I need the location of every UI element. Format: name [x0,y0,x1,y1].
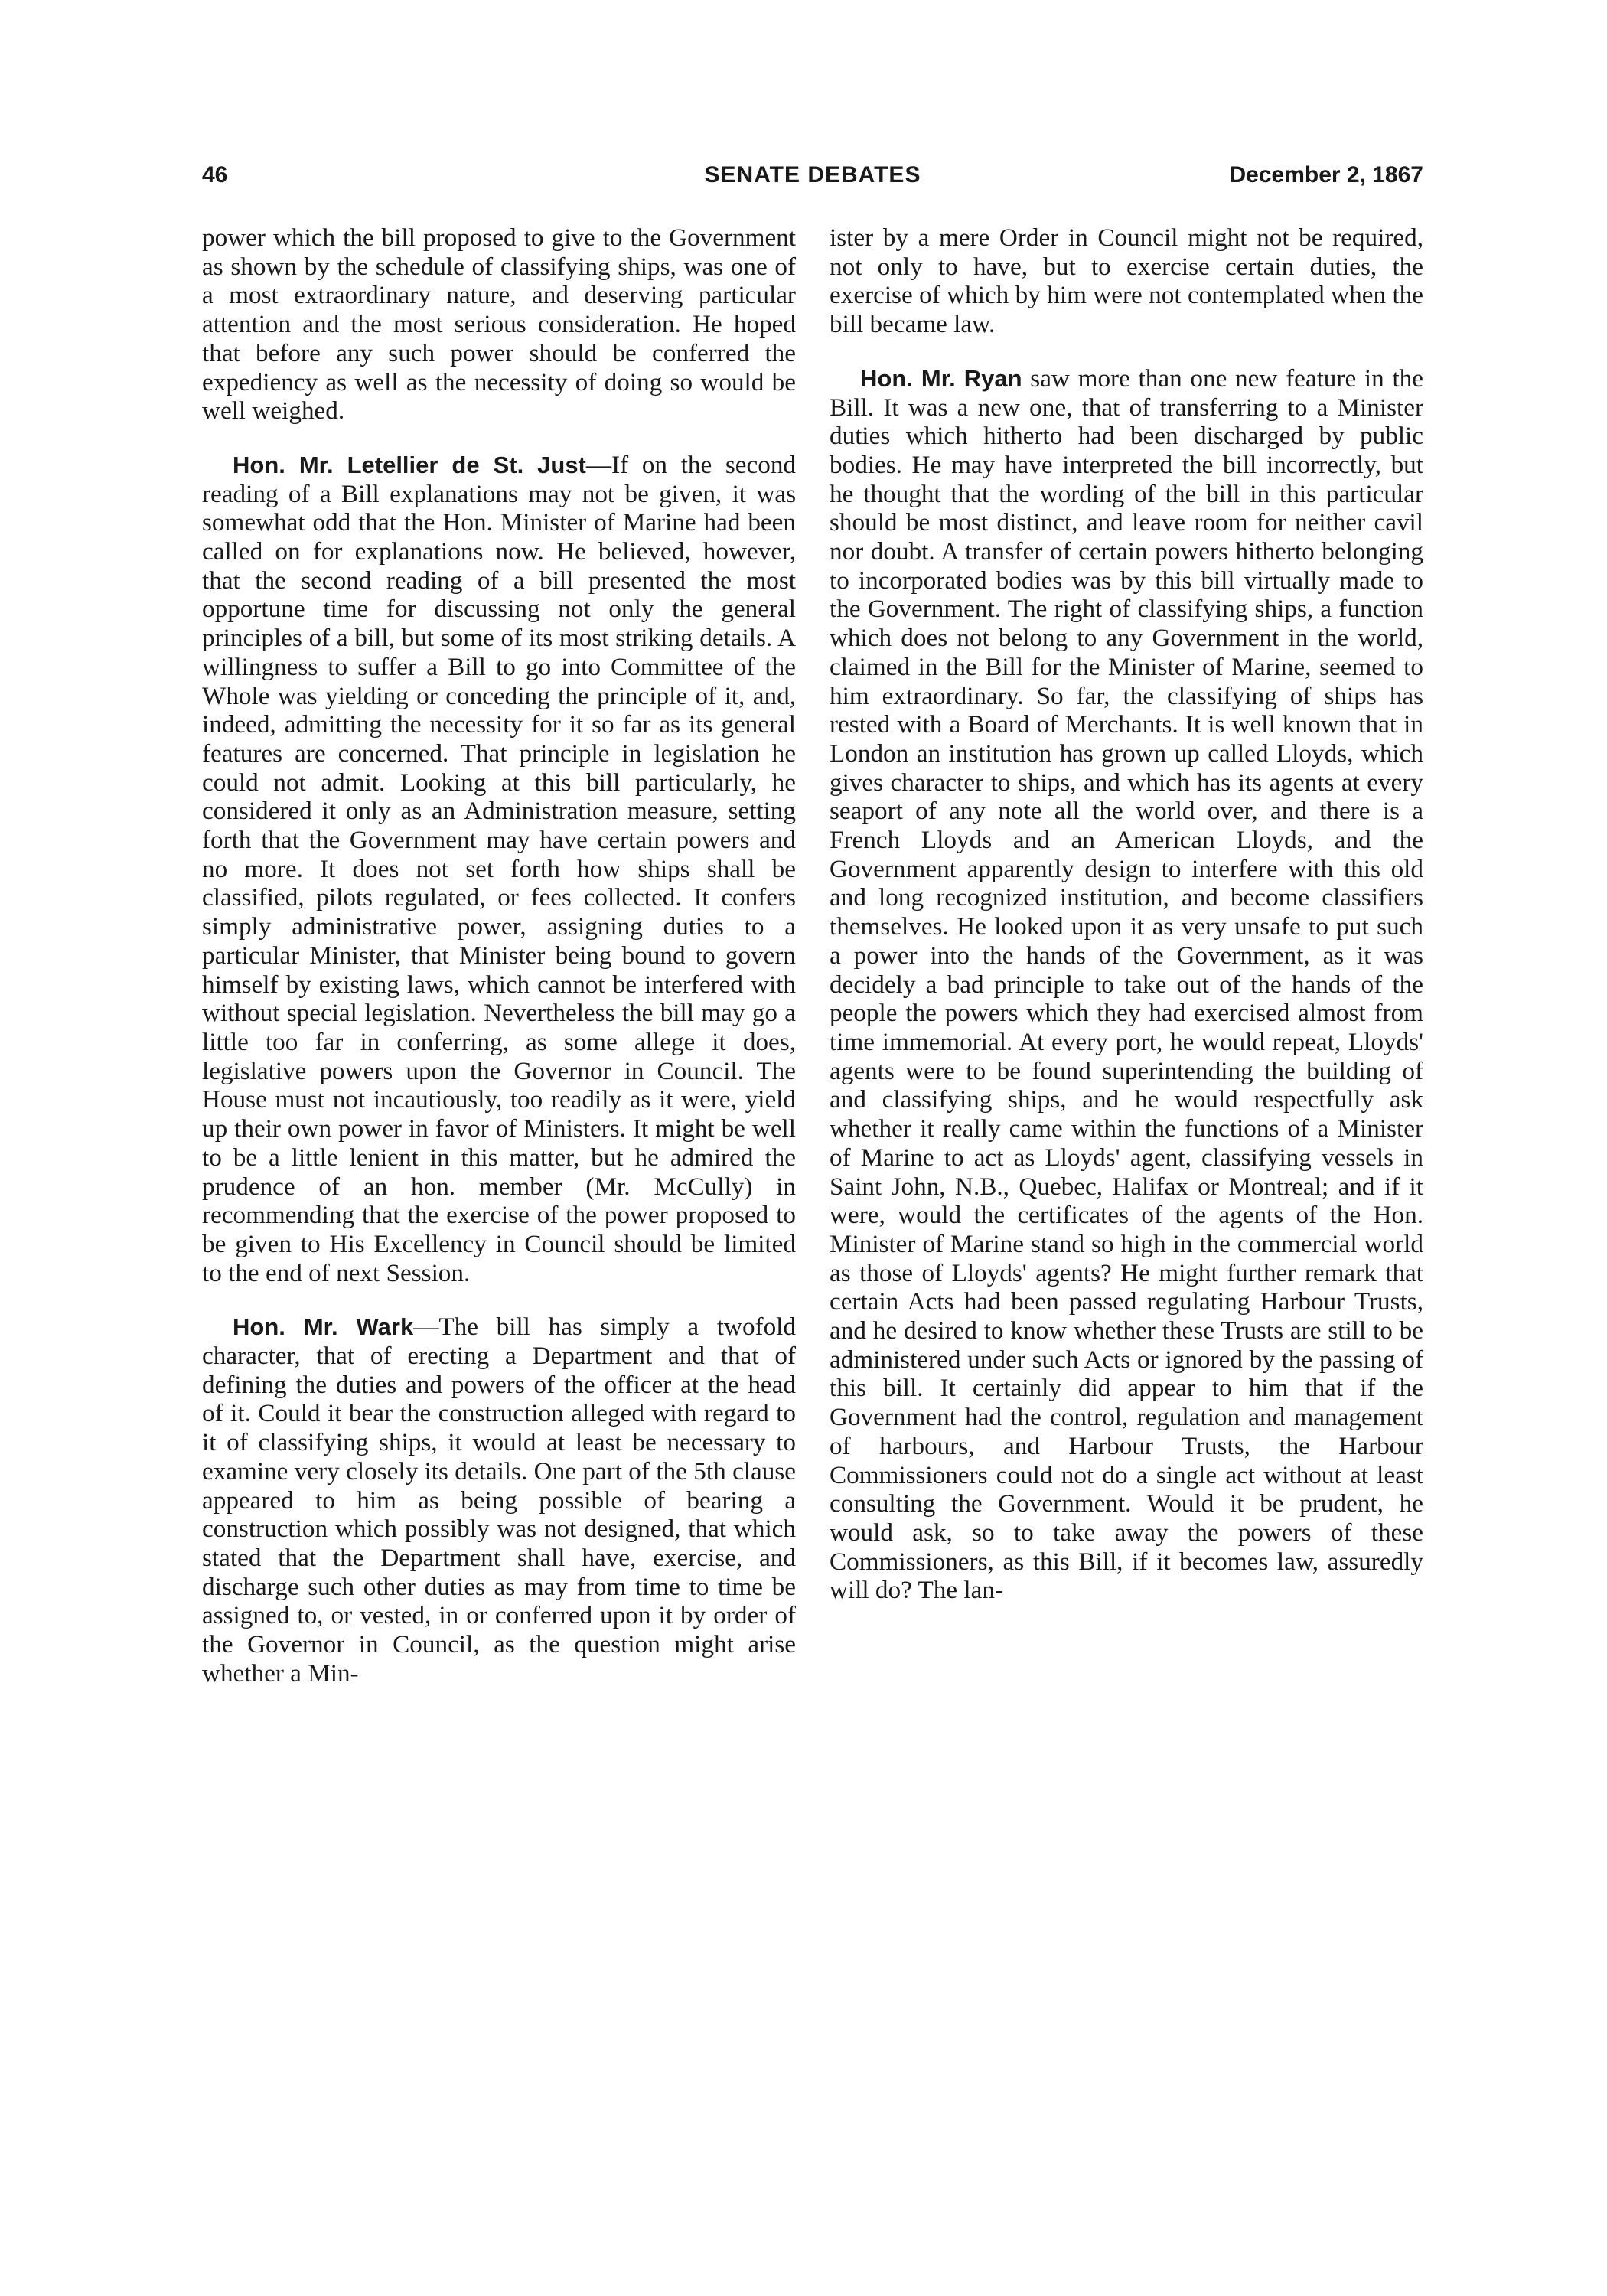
speaker-name: Hon. Mr. Ryan [860,364,1022,392]
right-paragraph-1: ister by a mere Order in Council might not be required, not only to have, but to exercise certain duties, the exercise of which by him were not contemplated when the bill became law. [830,223,1423,339]
page-date: December 2, 1867 [1229,162,1423,188]
page-title: SENATE DEBATES [704,162,921,188]
speech-text: —If on the second reading of a Bill explanations may not be given, it was somewhat odd that the Hon. Minister of Marine had been called on for explanations now. He believed, however, that the second reading of a bill presented the most opportune time for discussing not only the general principles of a bill, but some of its most striking details. A willingness to suffer a Bill to go into Committee of the Whole was yielding or conceding the principle of it, and, indeed, admitting the necessity for it so far as its general features are concerned. That principle in legislation he could not admit. Looking at this bill particularly, he considered it only as an Administration measure, setting forth that the Government may have certain powers and no more. It does not set forth how ships shall be classified, pilots regulated, or fees collected. It confers simply administrative power, assigning duties to a particular Minister, that Minister being bound to govern himself by existing laws, which cannot be interfered with without special legislation. Nevertheless the bill may go a little too far in conferring, as some allege it does, legislative powers upon the Governor in Council. The House must not incautiously, too readily as it were, yield up their own power in favor of Ministers. It might be well to be a little lenient in this matter, but he admired the prudence of an hon. member (Mr. McCully) in recommending that the exercise of the power proposed to be given to His Excellency in Council should be limited to the end of next Session. [202,450,797,1287]
left-paragraph-3 [202,1313,796,1688]
right-paragraph-2 [830,364,1423,1605]
left-paragraph-1: power which the bill proposed to give to the Government as shown by the schedule of classifying ships, was one of a most extraordinary nature, and deserving particular attention and the most serious consideration. He hoped that before any such power should be conferred the expediency as well as the necessity of doing so would be well weighed. [202,223,796,426]
speech-text: —The bill has simply a twofold character, that of erecting a Department and that of defining the duties and powers of the officer at the head of it. Could it bear the construction alleged with regard to it of classifying ships, it would at least be necessary to examine very closely its details. One part of the 5th clause appeared to him as being possible of bearing a construction which possibly was not designed, that which stated that the Department shall have, exercise, and discharge such other duties as may from time to time be assigned to, or vested, in or conferred upon it by order of the Governor in Council, as the question might arise whether a Min- [202,1313,796,1688]
page-header [202,162,1423,193]
speech-text: saw more than one new feature in the Bill. It was a new one, that of transferring to a Minister duties which hitherto had been discharged by public bodies. He may have interpreted the bill incorrectly, but he thought that the wording of the bill in this particular should be most distinct, and leave room for neither cavil nor doubt. A transfer of certain powers hitherto belonging to incorporated bodies was by this bill virtually made to the Government. The right of classifying ships, a function which does not belong to any Government in the world, claimed in the Bill for the Minister of Marine, seemed to him extraordinary. So far, the classifying of ships has rested with a Board of Merchants. It is well known that in London an institution has grown up called Lloyds, which gives character to ships, and which has its agents at every seaport of any note all the world over, and there is a French Lloyds and an American Lloyds, and the Government apparently design to interfere with this old and long recognized institution, and become classifiers themselves. He looked upon it as very unsafe to put such a power into the hands of the Government, as it was decidely a bad principle to take out of the hands of the people the powers which they had exercised almost from time immemorial. At every port, he would repeat, Lloyds' agents were to be found superintending the building of and classifying ships, and he would respectfully ask whether it really came within the functions of a Minister of Marine to act as Lloyds' agent, classifying vessels in Saint John, N.B., Quebec, Halifax or Montreal; and if it were, would the certificates of the agents of the Hon. Minister of Marine stand so high in the commercial world as those of Lloyds' agents? He might further remark that certain Acts had been passed regulating Harbour Trusts, and he desired to know whether these Trusts are still to be administered under such Acts or ignored by the passing of this bill. It certainly did appear to him that if the Government had the control, regulation and management of harbours, and Harbour Trusts, the Harbour Commissioners could not do a single act without at least consulting the Government. Would it be prudent, he would ask, so to take away the powers of these Commissioners, as this Bill, if it becomes law, assuredly will do? The lan- [830,364,1423,1605]
left-column [202,223,796,1713]
speaker-name: Hon. Mr. Wark [233,1313,414,1341]
right-column [830,223,1423,1630]
left-paragraph-2 [202,451,796,1287]
page-number: 46 [202,162,228,188]
speaker-name: Hon. Mr. Letellier de St. Just [233,451,586,478]
